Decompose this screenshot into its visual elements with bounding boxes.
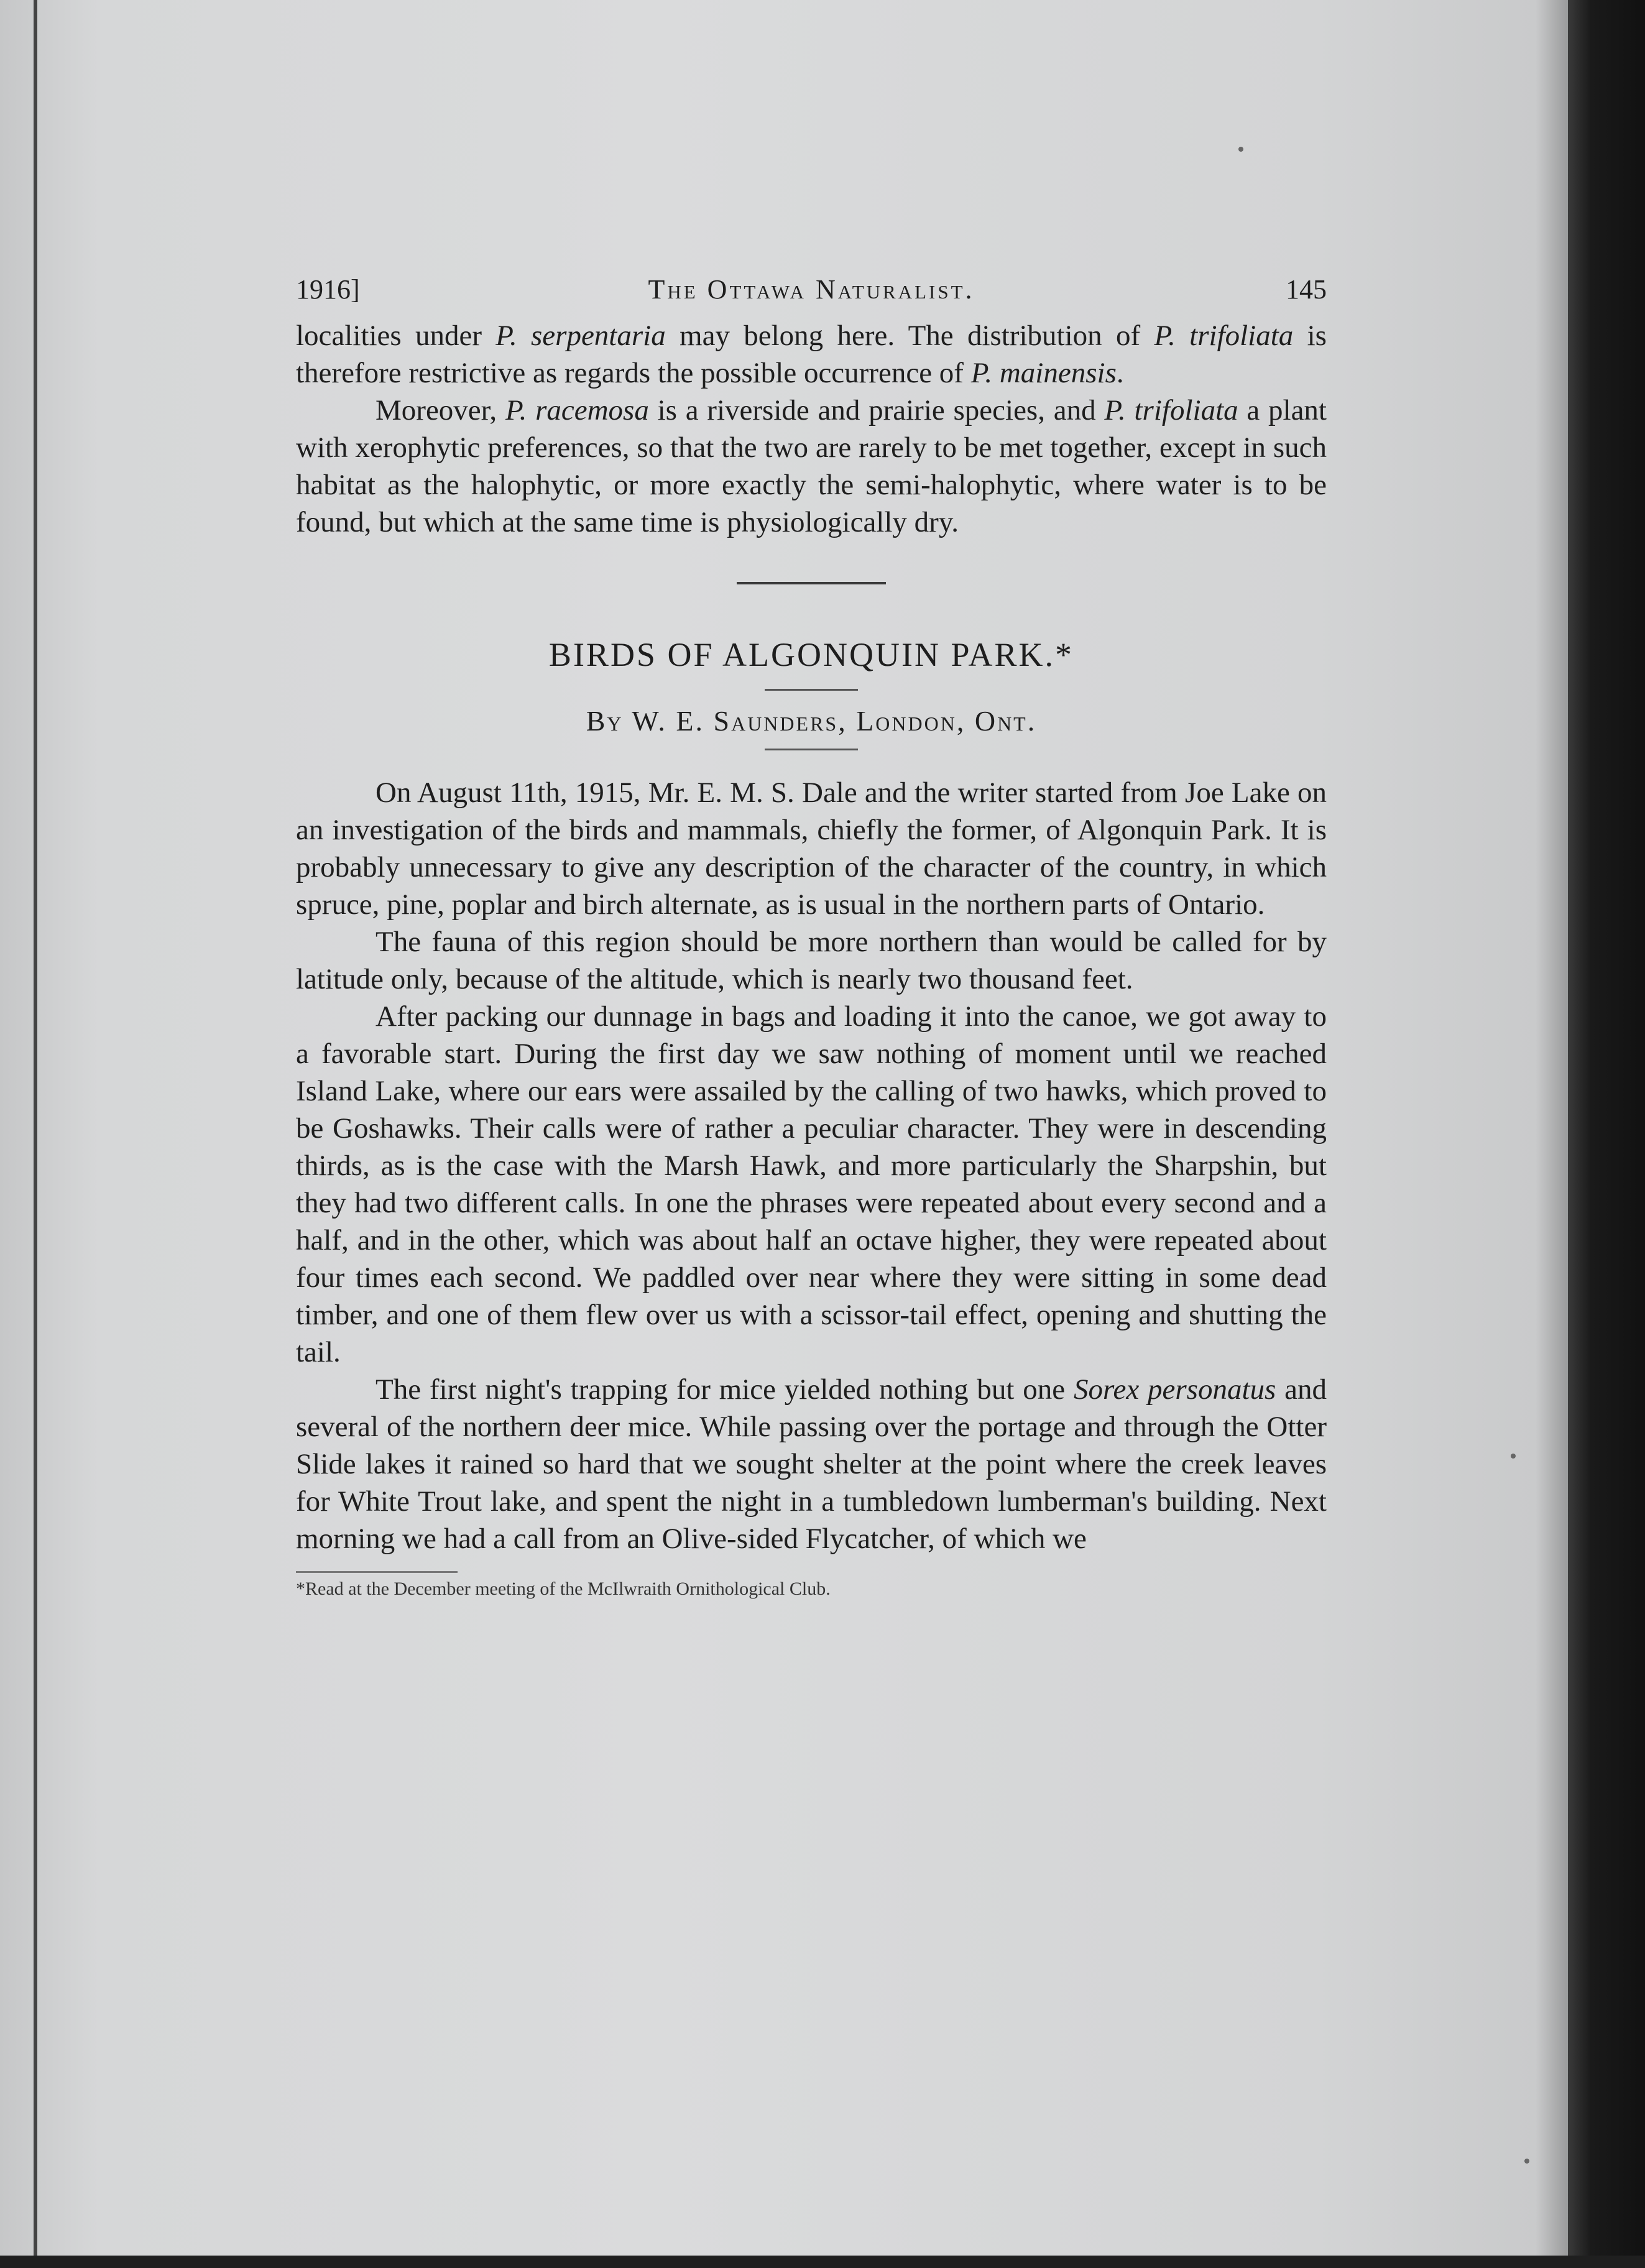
paragraph [296,923,1327,998]
paragraph [296,317,1327,392]
italic-text: P. serpentaria [495,320,666,352]
italic-text: P. trifoliata [1154,320,1294,352]
page-shadow [1536,0,1570,2268]
dust-speck [1524,2159,1529,2164]
dust-speck [1238,147,1243,152]
byline-rule [765,749,858,750]
article-body [296,774,1327,1557]
italic-text: P. mainensis [970,357,1117,389]
binding-edge [34,0,37,2268]
article-divider [737,582,886,584]
scanner-border [1568,0,1645,2268]
page-text [296,267,1327,1602]
text-run: The first night's trapping for mice yielded nothing but one [376,1373,1074,1406]
page-number: 145 [1286,274,1327,305]
footnote: *Read at the December meeting of the McIlwraith Ornithological Club. [296,1579,831,1599]
bottom-border [0,2256,1645,2268]
text-run: is a riverside and prairie species, and [648,394,1105,426]
paragraph [296,1371,1327,1557]
article-title: BIRDS OF ALGONQUIN PARK.* [548,636,1074,673]
text-run: On August 11th, 1915, Mr. E. M. S. Dale and the writer started from Joe Lake on an investigation of the birds and mammals, chiefly the former, of Algonquin Park. It is probably unnecessary to give any description of the character of the country, in which spruce, pine, poplar and birch alternate, as is usual in the northern parts of Ontario. [296,777,1327,921]
byline: By W. E. Saunders, London, Ont. [586,705,1037,737]
dust-speck [1511,1454,1516,1459]
text-run: Moreover, [376,394,505,426]
text-run: The fauna of this region should be more northern than would be called for by latitude only, because of the altitude, which is nearly two thousand feet. [296,926,1327,995]
text-run: is therefore restrictive as regards the possible occurrence of [296,320,1327,389]
text-run: . [1116,357,1124,389]
text-run: a plant with xerophytic preferences, so that the two are rarely to be met together, except in such habitat as the halophytic, or more exactly the semi-halophytic, where water is to be found, but which at the same time is physiologically dry. [296,394,1327,538]
paragraph [296,998,1327,1371]
title-rule [765,689,858,691]
preceding-article-text [296,317,1327,541]
italic-text: P. racemosa [505,394,649,426]
text-run: localities under [296,320,496,352]
text-run: and several of the northern deer mice. While passing over the portage and through the Otter Slide lakes it rained so hard that we sought shelter at the point where the creek leaves for White Trout lake, and spent the night in a tumbledown lumberman's building. Next morning we had a call from an Olive-sided Flycatcher, of which we [296,1373,1327,1555]
running-head [296,267,1327,317]
paragraph [296,392,1327,541]
running-head-journal: The Ottawa Naturalist. [648,274,975,305]
text-run: After packing our dunnage in bags and loading it into the canoe, we got away to a favorable start. During the first day we saw nothing of moment until we reached Island Lake, where our ears were assailed by the calling of two hawks, which proved to be Goshawks. Their calls were of rather a peculiar character. They were in descending thirds, as is the case with the Marsh Hawk, and more particularly the Sharpshin, but they had two different calls. In one the phrases were repeated about every second and a half, and in the other, which was about half an octave higher, they were repeated about four times each second. We paddled over near where they were sitting in some dead timber, and one of them flew over us with a scissor-tail effect, opening and shutting the tail. [296,1000,1327,1368]
italic-text: P. trifoliata [1104,394,1238,426]
paragraph [296,774,1327,923]
footnote-rule [296,1571,458,1573]
text-run: may belong here. The distribution of [665,320,1154,352]
running-head-year: 1916] [296,274,360,305]
italic-text: Sorex personatus [1073,1373,1276,1406]
